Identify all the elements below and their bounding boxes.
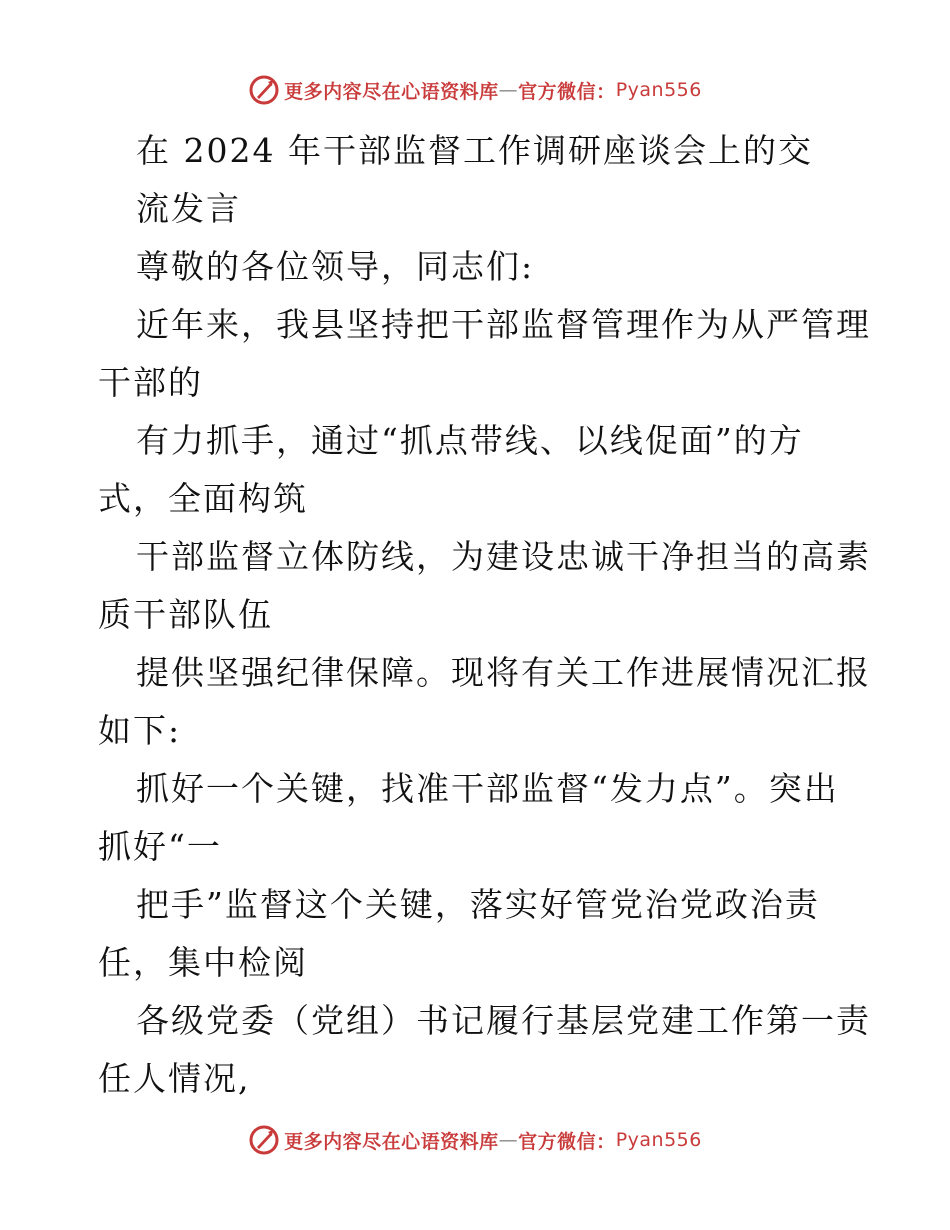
watermark-wechat-id: Pyan556 [615,79,702,101]
text-line: 尊敬的各位领导，同志们: [136,247,535,286]
text-line: 各级党委（党组）书记履行基层党建工作第一责 [136,1001,871,1040]
text-line: 干部监督立体防线，为建设忠诚干净担当的高素 [136,537,871,576]
watermark-official-label: 官方微信： [518,1130,616,1153]
text-line: 在 2024 年干部监督工作调研座谈会上的交 [136,131,813,170]
header-watermark [0,70,950,110]
watermark-official-label: 官方微信： [518,80,616,103]
text-line: 把手”监督这个关键，落实好管党治党政治责 [136,885,820,924]
text-line: 有力抓手，通过“抓点带线、以线促面”的方 [136,421,804,460]
text-line: 干部的 [98,363,203,402]
text-line: 流发言 [136,189,241,228]
text-line: 式，全面构筑 [98,479,308,518]
text-line: 抓好一个关键，找准干部监督“发力点”。突出 [136,769,839,808]
text-line: 任，集中检阅 [98,943,308,982]
text-line: 如下: [98,711,182,750]
text-line: 任人情况, [98,1059,251,1098]
footer-watermark [0,1120,950,1160]
document-body [98,122,871,1108]
text-line: 提供坚强纪律保障。现将有关工作进展情况汇报 [136,653,871,692]
watermark-wechat-id: Pyan556 [615,1129,702,1151]
watermark-dash: — [498,79,519,101]
quill-circle-icon [248,74,280,106]
watermark-main-text: 更多内容尽在心语资料库 [284,80,499,103]
text-line: 抓好“一 [98,827,222,866]
quill-circle-icon [248,1124,280,1156]
text-line: 质干部队伍 [98,595,273,634]
watermark-dash: — [498,1129,519,1151]
watermark-main-text: 更多内容尽在心语资料库 [284,1130,499,1153]
text-line: 近年来，我县坚持把干部监督管理作为从严管理 [136,305,871,344]
